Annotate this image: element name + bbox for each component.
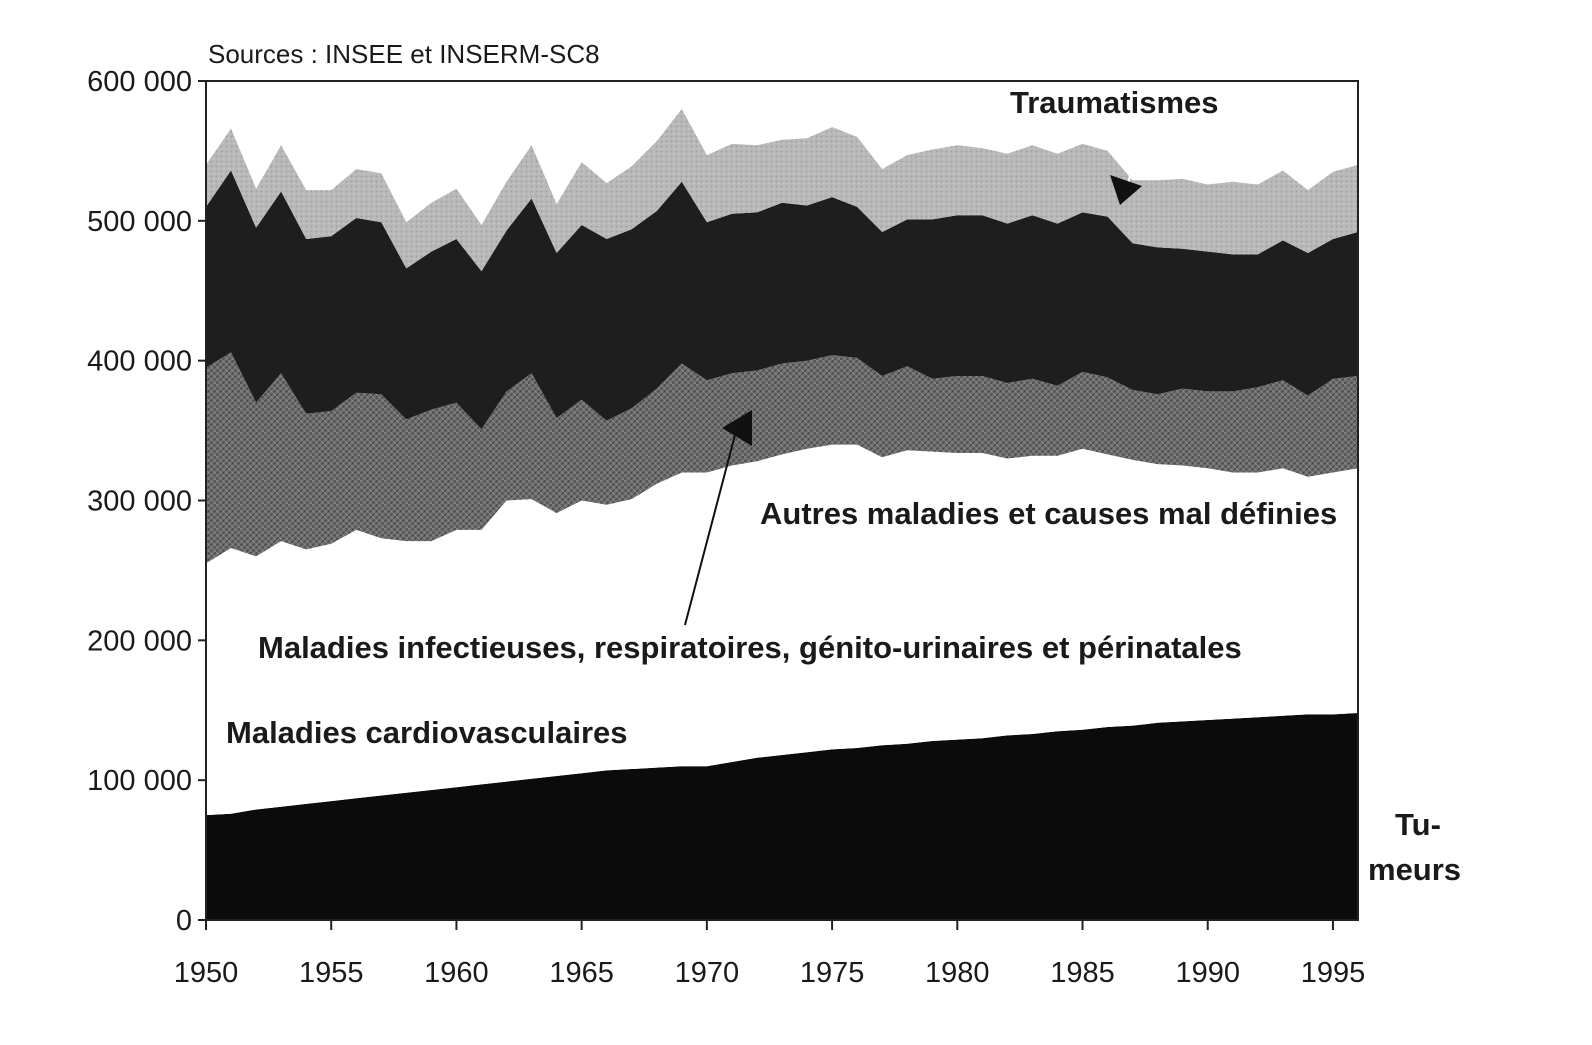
label-tumeurs-line2: meurs [1368, 852, 1462, 887]
y-axis [87, 66, 206, 937]
x-axis [174, 920, 1365, 989]
y-tick-label: 300 000 [87, 485, 192, 518]
label-tumeurs-line1: Tu- [1395, 807, 1441, 842]
y-tick-label: 0 [175, 905, 192, 937]
x-tick-label: 1980 [925, 957, 990, 989]
label-autres-maladies: Autres maladies et causes mal définies [760, 496, 1338, 531]
x-tick-label: 1950 [173, 957, 239, 989]
x-tick-label: 1995 [1300, 957, 1366, 989]
label-maladies-infectieuses: Maladies infectieuses, respiratoires, génito-urinaires et périnatales [258, 630, 1242, 665]
y-tick-label: 200 000 [87, 625, 192, 658]
y-tick-label: 100 000 [87, 765, 192, 798]
x-tick-label: 1960 [424, 957, 489, 989]
label-maladies-cardiovasculaires: Maladies cardiovasculaires [226, 715, 628, 750]
source-note: Sources : INSEE et INSERM-SC8 [208, 39, 600, 69]
y-tick-label: 600 000 [87, 66, 192, 98]
x-tick-label: 1965 [549, 957, 614, 989]
x-tick-label: 1990 [1175, 957, 1240, 989]
x-tick-label: 1955 [298, 957, 364, 989]
pointer-traumatismes [1128, 120, 1140, 186]
x-tick-label: 1985 [1050, 957, 1115, 989]
y-tick-label: 500 000 [87, 205, 192, 238]
label-traumatismes: Traumatismes [1010, 85, 1219, 120]
x-tick-label: 1970 [674, 957, 740, 989]
y-tick-label: 400 000 [87, 345, 192, 378]
x-tick-label: 1975 [799, 957, 865, 989]
